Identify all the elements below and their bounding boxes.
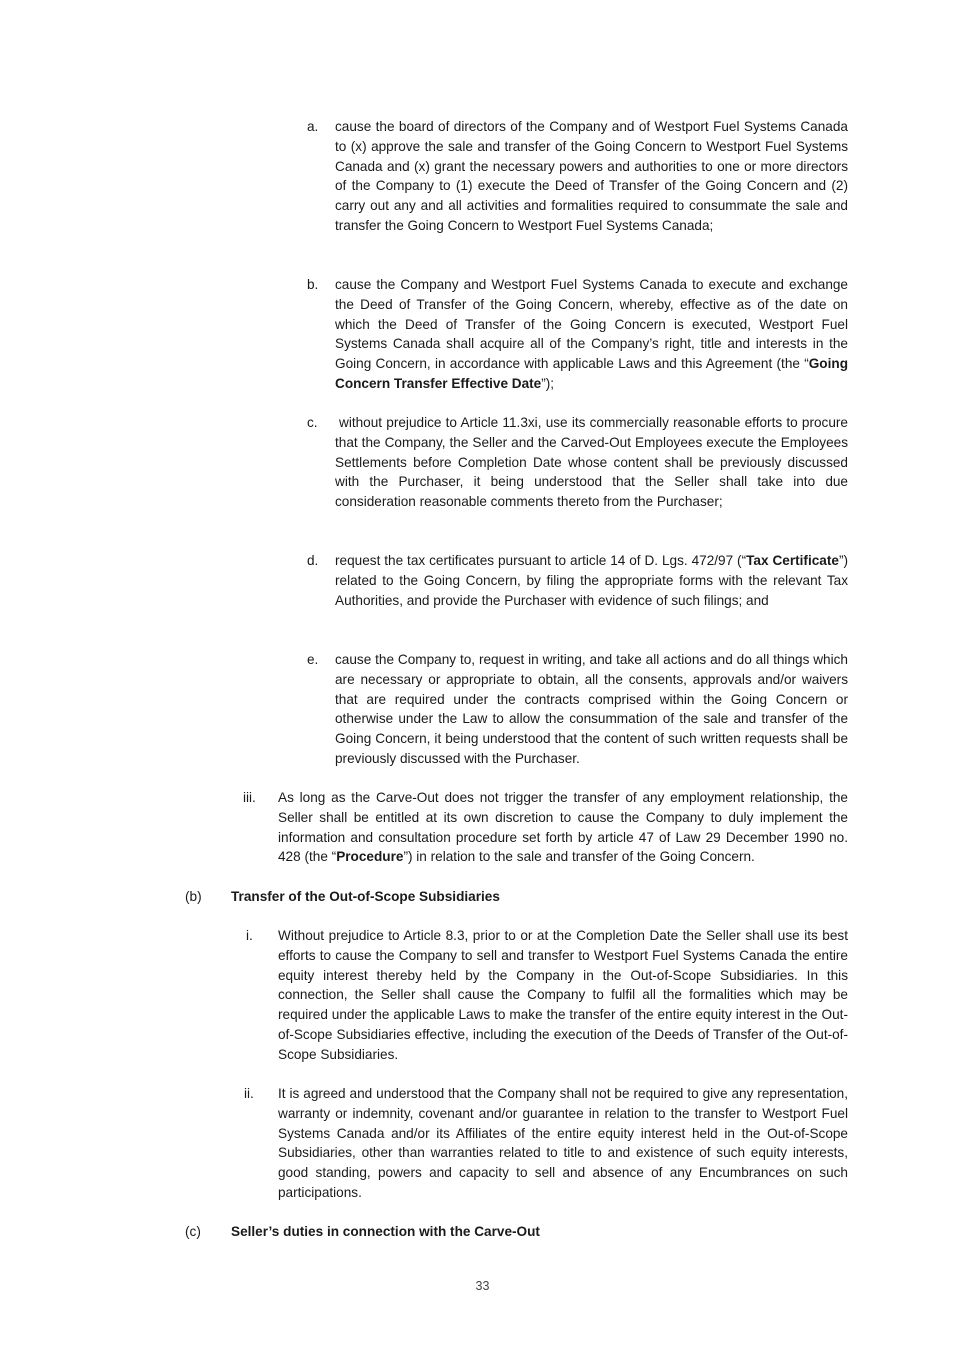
defined-term-procedure: Procedure: [336, 849, 404, 865]
list-item-b-text: cause the Company and Westport Fuel Systems Canada to execute and exchange the Deed of Transfer of the Going Concern, whereby, effective as of the date on which the Deed of Transfer of the Going Concern is executed, Westport Fuel Systems Canada shall acquire all of the Company’s right, title and interests in the Going Concern, in accordance with applicable Laws and this Agreement (the “: [335, 277, 848, 372]
page-number: 33: [475, 1279, 490, 1293]
list-item-e: cause the Company to, request in writing, and take all actions and do all things which are necessary or appropriate to obtain, all the consents, approvals and/or waivers that are required under the contracts comprised within the Going Concern or otherwise under the Law to allow the consummation of the sale and transfer of the Going Concern, it being understood that the content of such written requests shall be previously discussed with the Purchaser.: [335, 652, 848, 766]
list-item-d-text-end: ”) related to the Going Concern, by filing the appropriate forms with the relevant Tax Authorities, and provide the Purchaser with evidence of such filings; and: [335, 553, 848, 608]
list-label-a: a.: [307, 119, 319, 134]
defined-term-tax-certificate: Tax Certificate: [746, 553, 839, 568]
section-c-heading: Seller’s duties in connection with the Carve-Out: [231, 1224, 540, 1239]
list-item-iii-text-end: ”) in relation to the sale and transfer of the Going Concern.: [403, 849, 755, 865]
list-item-d-text: request the tax certificates pursuant to article 14 of D. Lgs. 472/97 (“: [335, 553, 747, 568]
list-label-c: c.: [307, 415, 318, 430]
list-item-iii: [278, 788, 848, 867]
section-b-label: (b): [185, 889, 202, 904]
list-label-i: i.: [246, 928, 253, 943]
list-label-ii: ii.: [244, 1086, 254, 1101]
list-item-iii-text: As long as the Carve-Out does not trigger the transfer of any employment relationship, the Seller shall be entitled at its own discretion to cause the Company to duly implement the information and consultation procedure set forth by article 47 of Law 29 December 1990 no. 428 (the “: [278, 790, 848, 865]
defined-term-going-concern-transfer-effective-date: Going Concern Transfer Effective Date: [335, 356, 848, 391]
section-b-heading: Transfer of the Out-of-Scope Subsidiaries: [231, 889, 500, 904]
list-label-d: d.: [307, 553, 319, 568]
list-label-iii: iii.: [243, 790, 256, 805]
list-item-b: [335, 275, 848, 394]
list-item-b-text-end: ”);: [541, 375, 555, 391]
list-item-a: cause the board of directors of the Company and of Westport Fuel Systems Canada to (x) approve the sale and transfer of the Going Concern to Westport Fuel Systems Canada and (x) grant the necessary powers and authorities to one or more directors of the Company to (1) execute the Deed of Transfer of the Going Concern and (2) carry out any and all activities and formalities required to consummate the sale and transfer the Going Concern to Westport Fuel Systems Canada;: [335, 119, 848, 233]
list-label-e: e.: [307, 652, 319, 667]
list-item-i: Without prejudice to Article 8.3, prior to or at the Completion Date the Seller shall use its best efforts to cause the Company to sell and transfer to Westport Fuel Systems Canada the entire equity interest thereby held by the Company in the Out-of-Scope Subsidiaries. In this connection, the Seller shall cause the Company to fulfil all the formalities which may be required under the applicable Laws to make the transfer of the entire equity interest in the Out-of-Scope Subsidiaries effective, including the execution of the Deeds of Transfer of the Out-of-Scope Subsidiaries.: [278, 928, 848, 1062]
list-item-c: without prejudice to Article 11.3xi, use its commercially reasonable efforts to procure that the Company, the Seller and the Carved-Out Employees execute the Employees Settlements before Completion Date whose content shall be previously discussed with the Purchaser, it being understood that the Seller shall take into due consideration reasonable comments thereto from the Purchaser;: [335, 415, 848, 510]
section-c-label: (c): [185, 1224, 201, 1239]
list-item-d: [335, 551, 848, 610]
list-label-b: b.: [307, 277, 319, 292]
list-item-ii: It is agreed and understood that the Company shall not be required to give any representation, warranty or indemnity, covenant and/or guarantee in relation to the transfer to Westport Fuel Systems Canada and/or its Affiliates of the entire equity interest held in the Out-of-Scope Subsidiaries, other than warranties related to title to and existence of such equity interests, good standing, powers and capacity to sell and absence of any Encumbrances on such participations.: [278, 1086, 848, 1200]
